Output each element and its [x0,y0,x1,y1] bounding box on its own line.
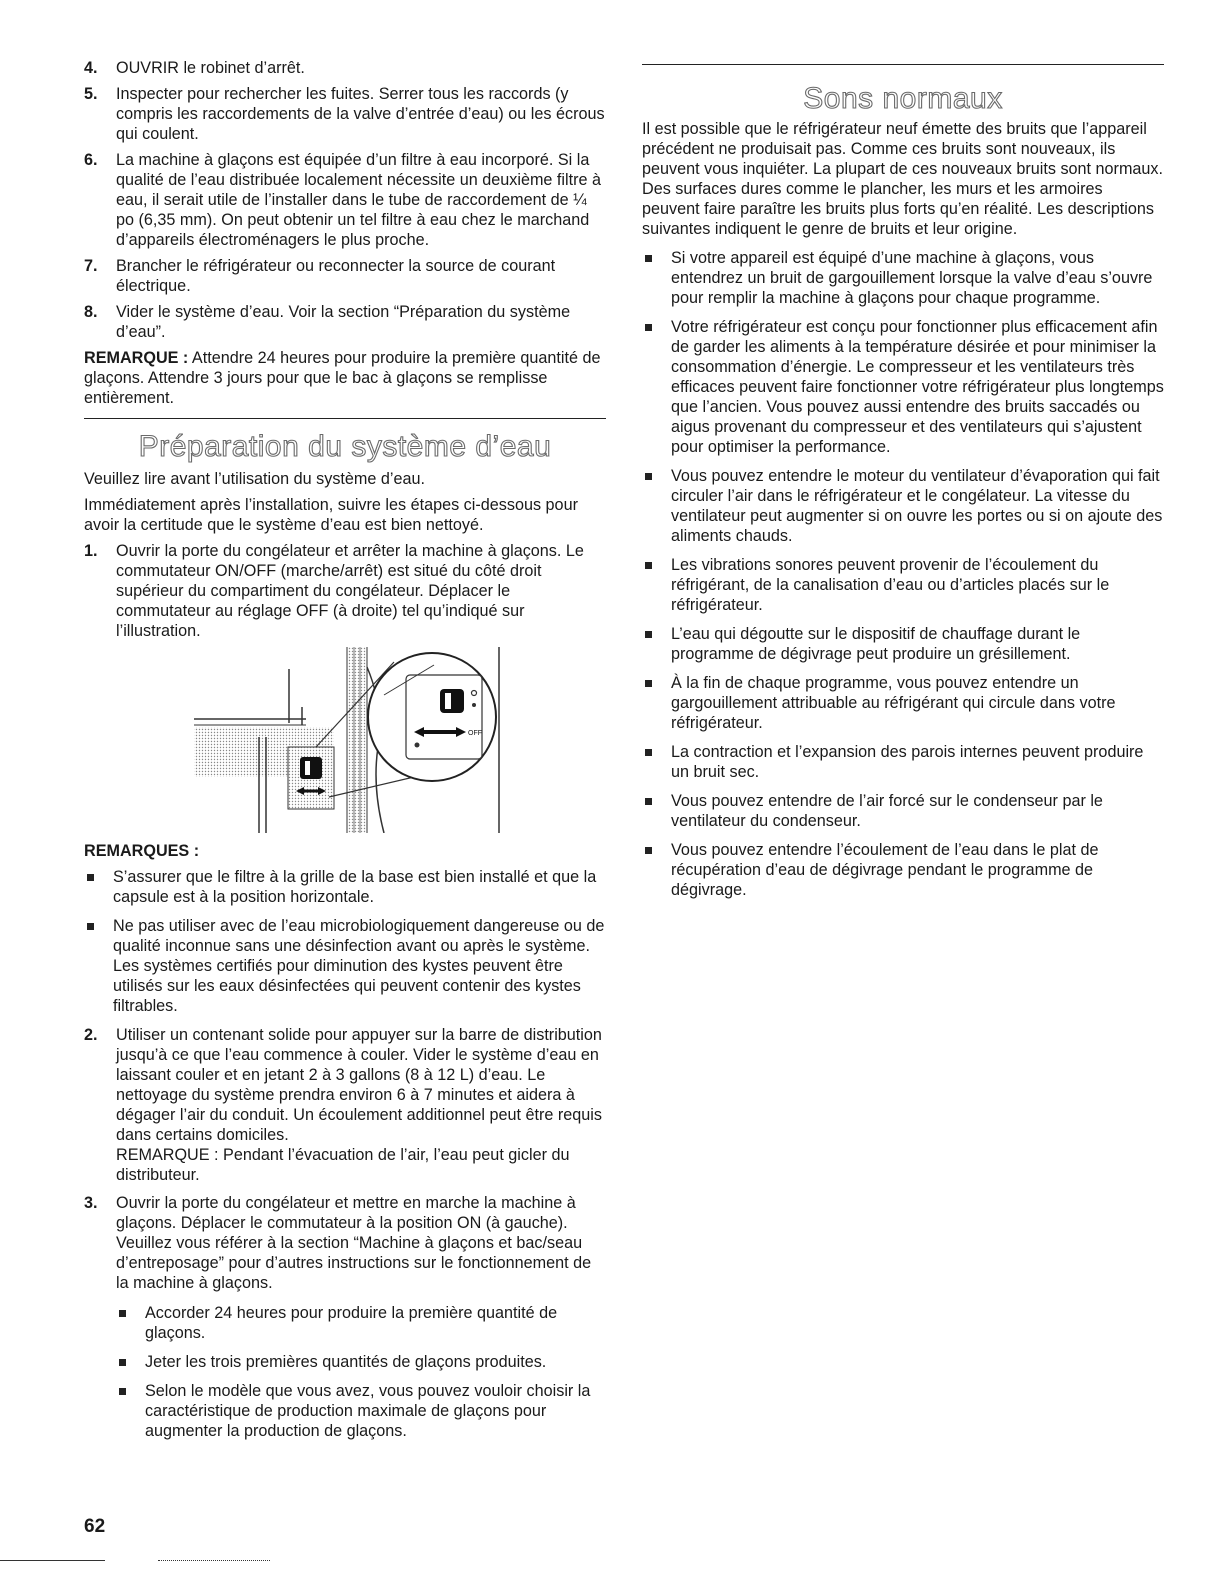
step-text: La machine à glaçons est équipée d’un filtre à eau incorporé. Si la qualité de l’eau distribuée localement nécessite un deuxième filtre à eau, il serait utile de l’installer dans le tube de raccordement de ¼ po (6,35 mm). On peut obtenir un tel filtre à eau chez le marchand d’appareils électroménagers le plus proche. [116,151,602,249]
sound-item: Votre réfrigérateur est conçu pour fonctionner plus efficacement afin de garder les aliments à la température désirée et pour minimiser la consommation d’énergie. Le compresseur et les ventilateurs très efficaces peuvent faire fonctionner votre réfrigérateur plus longtemps que l’ancien. Vous pouvez aussi entendre des bruits saccadés ou aigus provenant du compresseur et des ventilateurs qui s’ajustent pour optimiser la performance. [642,317,1164,457]
sound-item: Si votre appareil est équipé d’une machine à glaçons, vous entendrez un bruit de gargouillement lorsque la valve d’eau s’ouvre pour remplir la machine à glaçons pour chaque programme. [642,248,1164,308]
bullet-square-icon [87,923,94,930]
footer-rule [0,1560,105,1561]
sound-item: Vous pouvez entendre le moteur du ventilateur d’évaporation qui fait circuler l’air dans le réfrigérateur et le congélateur. La vitesse du ventilateur peut augmenter si on ouvre les portes ou si on ajoute des aliments chauds. [642,466,1164,546]
bullet-square-icon [119,1310,126,1317]
footer-rule [158,1560,270,1561]
step-text: Ouvrir la porte du congélateur et arrêter la machine à glaçons. Le commutateur ON/OFF (marche/arrêt) est situé du côté droit supérieur du compartiment du congélateur. Déplacer le commutateur au réglage OFF (à droite) tel qu’indiqué sur l’illustration. [116,542,584,640]
step-4: 4. OUVRIR le robinet d’arrêt. [84,58,606,78]
bullet-square-icon [119,1359,126,1366]
step-1: 1. Ouvrir la porte du congélateur et arrêter la machine à glaçons. Le commutateur ON/OFF (marche/arrêt) est situé du côté droit supérieur du compartiment du congélateur. Déplacer le commutateur au réglage OFF (à droite) tel qu’indiqué sur l’illustration. [84,541,606,641]
switch-diagram [84,647,606,833]
section-title-normal-sounds: Sons normaux [803,82,1003,115]
step-text: Brancher le réfrigérateur ou reconnecter la source de courant électrique. [116,257,556,295]
bullet-square-icon [645,324,652,331]
bullet-square-icon [645,562,652,569]
step-3: 3. Ouvrir la porte du congélateur et mettre en marche la machine à glaçons. Déplacer le commutateur à la position ON (à gauche). Veuillez vous référer à la section “Machine à glaçons et bac/seau d’entreposage” pour d’autres instructions sur le fonctionnement de la machine à glaçons. [84,1193,606,1293]
step-3-bullet: Jeter les trois premières quantités de glaçons produites. [116,1352,606,1372]
step-text: Inspecter pour rechercher les fuites. Serrer tous les raccords (y compris les raccordements de la valve d’entrée d’eau) ou les écrous qui coulent. [116,85,605,143]
sound-item: Vous pouvez entendre l’écoulement de l’eau dans le plat de récupération d’eau de dégivrage pendant le programme de dégivrage. [642,840,1164,900]
section-title-water-system: Préparation du système d’eau [138,430,552,463]
left-column [84,58,606,1450]
section-divider [642,64,1164,65]
step-text: OUVRIR le robinet d’arrêt. [116,59,305,77]
sounds-intro: Il est possible que le réfrigérateur neuf émette des bruits que l’appareil précédent ne produisait pas. Comme ces bruits sont nouveaux, ils peuvent vous inquiéter. La plupart de ces nouveaux bruits sont normaux. Des surfaces dures comme le plancher, les murs et les armoires peuvent faire paraître les bruits plus forts qu’en réalité. Les descriptions suivantes indiquent le genre de bruits et leur origine. [642,120,1164,238]
bullet-square-icon [645,255,652,262]
step-7: 7. Brancher le réfrigérateur ou reconnecter la source de courant électrique. [84,256,606,296]
step-2: 2. Utiliser un contenant solide pour appuyer sur la barre de distribution jusqu’à ce que l’eau commence à couler. Vider le système d’eau en laissant couler et en jetant 2 à 3 gallons (8 à 12 L) d’eau. Le nettoyage du système prendra environ 6 à 7 minutes et aidera à dégager l’air du conduit. Un écoulement additionnel peut être requis dans certains domiciles. REMARQUE : Pendant l’évacuation de l’air, l’eau peut gicler du distributeur. [84,1025,606,1185]
sound-item: Les vibrations sonores peuvent provenir de l’écoulement du réfrigérant, de la canalisation d’eau ou d’articles placés sur le réfrigérateur. [642,555,1164,615]
remarque-item: S’assurer que le filtre à la grille de la base est bien installé et que la capsule est à la position horizontale. [84,867,606,907]
step-3-bullets [84,1303,606,1441]
bullet-square-icon [645,749,652,756]
step-text: Ouvrir la porte du congélateur et mettre en marche la machine à glaçons. Déplacer le commutateur à la position ON (à gauche). Veuillez vous référer à la section “Machine à glaçons et bac/seau d’entreposage” pour d’autres instructions sur le fonctionnement de la machine à glaçons. [116,1194,592,1292]
bullet-square-icon [645,847,652,854]
intro-after-install: Immédiatement après l’installation, suivre les étapes ci-dessous pour avoir la certitude que le système d’eau est bien nettoyé. [84,496,578,534]
note-ice: REMARQUE : Attendre 24 heures pour produire la première quantité de glaçons. Attendre 3 jours pour que le bac à glaçons se remplisse entièrement. [84,349,601,407]
bullet-square-icon [645,680,652,687]
step-text: Vider le système d’eau. Voir la section “Préparation du système d’eau”. [116,303,571,341]
bullet-square-icon [645,798,652,805]
step-8: 8. Vider le système d’eau. Voir la section “Préparation du système d’eau”. [84,302,606,342]
intro-read: Veuillez lire avant l’utilisation du système d’eau. [84,470,426,488]
bullet-square-icon [645,473,652,480]
right-column [642,64,1164,909]
ice-maker-switch-illustration [84,647,606,833]
sound-item: La contraction et l’expansion des parois internes peuvent produire un bruit sec. [642,742,1164,782]
off-label: OFF [468,730,482,737]
step-3-bullet: Selon le modèle que vous avez, vous pouvez vouloir choisir la caractéristique de production maximale de glaçons pour augmenter la production de glaçons. [116,1381,606,1441]
bullet-square-icon [119,1388,126,1395]
section-divider [84,418,606,419]
step-5: 5. Inspecter pour rechercher les fuites. Serrer tous les raccords (y compris les raccordements de la valve d’entrée d’eau) ou les écrous qui coulent. [84,85,605,143]
step-3-bullet: Accorder 24 heures pour produire la première quantité de glaçons. [116,1303,606,1343]
bullet-square-icon [645,631,652,638]
step-text: Utiliser un contenant solide pour appuyer sur la barre de distribution jusqu’à ce que l’eau commence à couler. Vider le système d’eau en laissant couler et en jetant 2 à 3 gallons (8 à 12 L) d’eau. Le nettoyage du système prendra environ 6 à 7 minutes et aidera à dégager l’air du conduit. Un écoulement additionnel peut être requis dans certains domiciles. [116,1026,602,1144]
page-number: 62 [84,1516,106,1537]
sound-item: L’eau qui dégoutte sur le dispositif de chauffage durant le programme de dégivrage peut produire un grésillement. [642,624,1164,664]
step-6: 6. La machine à glaçons est équipée d’un filtre à eau incorporé. Si la qualité de l’eau distribuée localement nécessite un deuxième filtre à eau, il serait utile de l’installer dans le tube de raccordement de ¼ po (6,35 mm). On peut obtenir un tel filtre à eau chez le marchand d’appareils électroménagers le plus proche. [84,150,606,250]
bullet-square-icon [87,874,94,881]
remarque-item: Ne pas utiliser avec de l’eau microbiologiquement dangereuse ou de qualité inconnue sans une désinfection avant ou après le système. Les systèmes certifiés pour diminution des kystes peuvent être utilisés sur les eaux désinfectées qui peuvent contenir des kystes filtrables. [84,916,606,1016]
sound-item: Vous pouvez entendre de l’air forcé sur le condenseur par le ventilateur du condenseur. [642,791,1164,831]
remarques-label: REMARQUES : [84,842,200,860]
sound-item: À la fin de chaque programme, vous pouvez entendre un gargouillement attribuable au réfrigérant qui circule dans votre réfrigérateur. [642,673,1164,733]
step-note: REMARQUE : Pendant l’évacuation de l’air, l’eau peut gicler du distributeur. [116,1146,570,1184]
